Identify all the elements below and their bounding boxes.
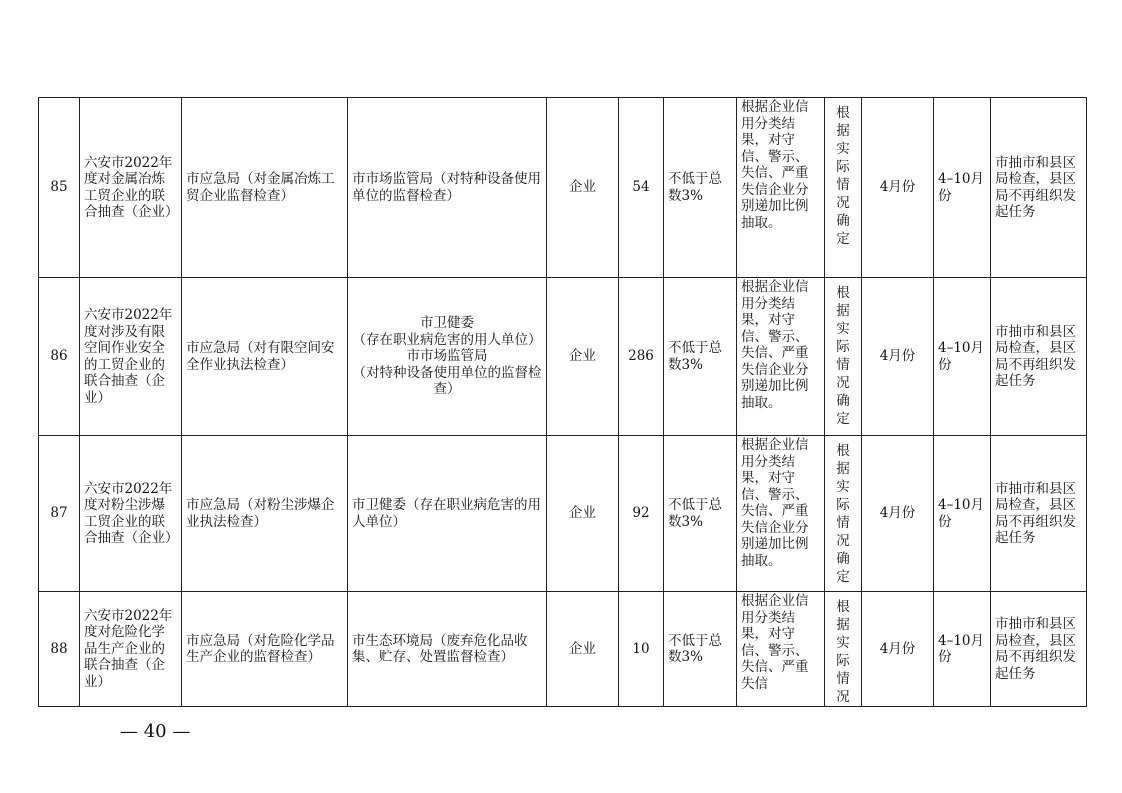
object-count-cell: 286 — [619, 278, 664, 436]
row-number-cell: 85 — [39, 98, 80, 278]
task-name-cell: 六安市2022年度对危险化学品生产企业的联合抽查（企业） — [80, 592, 182, 707]
task-name-cell: 六安市2022年度对金属冶炼工贸企业的联合抽查（企业） — [80, 98, 182, 278]
row-number-cell: 87 — [39, 436, 80, 592]
sampling-ratio-cell: 不低于总数3% — [664, 98, 737, 278]
sampling-basis-cell — [825, 98, 862, 278]
start-month-cell: 4月份 — [862, 436, 934, 592]
joint-department-cell — [348, 592, 547, 707]
row-number-cell: 86 — [39, 278, 80, 436]
start-month-cell: 4月份 — [862, 278, 934, 436]
execution-period-cell: 4–10月份 — [934, 436, 991, 592]
object-count-cell: 10 — [619, 592, 664, 707]
joint-department-line: 市卫健委（存在职业病危害的用人单位） — [352, 497, 541, 530]
sampling-rule-cell: 根据企业信用分类结果，对守信、警示、失信、严重失信企业分别递加比例抽取。 — [737, 98, 825, 278]
sampling-basis-text: 根据实际情况 — [836, 599, 850, 705]
joint-department-line: 市生态环境局（废弃危化品收集、贮存、处置监督检查） — [352, 632, 528, 665]
joint-department-cell — [348, 98, 547, 278]
inspection-plan-table — [38, 97, 1087, 707]
joint-department-line: 市卫健委 — [420, 315, 474, 332]
start-month-cell: 4月份 — [862, 98, 934, 278]
sampling-ratio-cell: 不低于总数3% — [664, 592, 737, 707]
remark-cell: 市抽市和县区局检查，县区局不再组织发起任务 — [991, 278, 1087, 436]
joint-department-cell — [348, 436, 547, 592]
joint-department-line: （对特种设备使用单位的监督检查） — [352, 364, 542, 398]
table-row — [39, 98, 1087, 278]
object-type-cell: 企业 — [547, 278, 619, 436]
sampling-basis-cell — [825, 436, 862, 592]
task-name-cell: 六安市2022年度对粉尘涉爆工贸企业的联合抽查（企业） — [80, 436, 182, 592]
joint-department-line: 市市场监管局（对特种设备使用单位的监督检查） — [352, 171, 541, 204]
lead-department-cell: 市应急局（对危险化学品生产企业的监督检查） — [182, 592, 348, 707]
task-name-cell: 六安市2022年度对涉及有限空间作业安全的工贸企业的联合抽查（企业） — [80, 278, 182, 436]
sampling-rule-cell: 根据企业信用分类结果，对守信、警示、失信、严重失信企业分别递加比例抽取。 — [737, 436, 825, 592]
table-row — [39, 592, 1087, 707]
table-body — [39, 98, 1087, 707]
row-number-cell: 88 — [39, 592, 80, 707]
sampling-basis-text: 根据实际情况确定 — [836, 285, 850, 427]
remark-cell: 市抽市和县区局检查，县区局不再组织发起任务 — [991, 592, 1087, 707]
joint-department-line: 市市场监管局 — [406, 348, 488, 365]
sampling-rule-cell: 根据企业信用分类结果，对守信、警示、失信、严重失信企业分别递加比例抽取。 — [737, 278, 825, 436]
lead-department-cell: 市应急局（对有限空间安全作业执法检查） — [182, 278, 348, 436]
joint-department-line: （存在职业病危害的用人单位） — [352, 331, 542, 348]
sampling-ratio-cell: 不低于总数3% — [664, 278, 737, 436]
joint-department-cell — [348, 278, 547, 436]
object-count-cell: 54 — [619, 98, 664, 278]
execution-period-cell: 4–10月份 — [934, 98, 991, 278]
sampling-ratio-cell: 不低于总数3% — [664, 436, 737, 592]
object-type-cell: 企业 — [547, 436, 619, 592]
table-row — [39, 436, 1087, 592]
sampling-basis-cell — [825, 278, 862, 436]
remark-cell: 市抽市和县区局检查，县区局不再组织发起任务 — [991, 436, 1087, 592]
sampling-rule-cell: 根据企业信用分类结果，对守信、警示、失信、严重失信 — [737, 592, 825, 707]
execution-period-cell: 4–10月份 — [934, 278, 991, 436]
start-month-cell: 4月份 — [862, 592, 934, 707]
sampling-basis-text: 根据实际情况确定 — [836, 443, 850, 585]
lead-department-cell: 市应急局（对粉尘涉爆企业执法检查） — [182, 436, 348, 592]
object-type-cell: 企业 — [547, 592, 619, 707]
object-type-cell: 企业 — [547, 98, 619, 278]
sampling-basis-text: 根据实际情况确定 — [836, 105, 850, 247]
lead-department-cell: 市应急局（对金属冶炼工贸企业监督检查） — [182, 98, 348, 278]
sampling-basis-cell — [825, 592, 862, 707]
object-count-cell: 92 — [619, 436, 664, 592]
page-number: — 40 — — [120, 721, 191, 742]
remark-cell: 市抽市和县区局检查，县区局不再组织发起任务 — [991, 98, 1087, 278]
table-row — [39, 278, 1087, 436]
execution-period-cell: 4–10月份 — [934, 592, 991, 707]
